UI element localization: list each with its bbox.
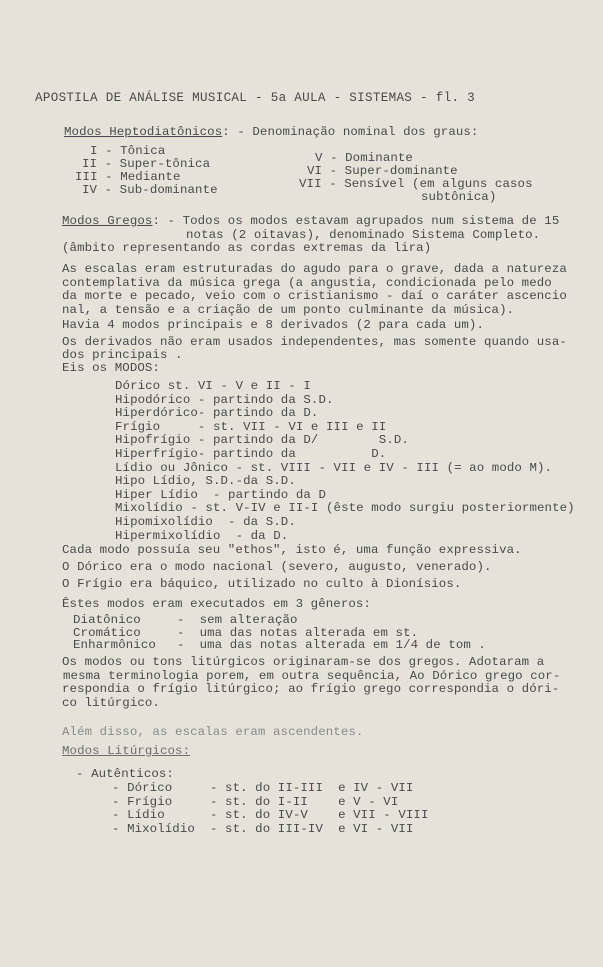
genero-desc: - uma das notas alterada em st. <box>177 625 419 640</box>
paragraph-modes-count: Havia 4 modos principais e 8 derivados (2 para cada um). <box>62 318 484 332</box>
liturgical-item: - Frígio - st. do I-II e V - VI <box>112 794 399 809</box>
authentic-heading: - Autênticos: <box>76 767 174 781</box>
greek-heading: Modos Gregos <box>62 214 153 228</box>
paragraph-line: As escalas eram estruturadas do agudo para o grave, dada a natureza <box>62 262 567 276</box>
heptatonic-heading: Modos Heptodiatônicos <box>64 125 223 139</box>
liturgical-paragraph <box>62 656 560 710</box>
mode-item: Frígio - st. VII - VI e III e II <box>115 419 387 434</box>
degree-item: III - Mediante <box>75 170 181 184</box>
paragraph-line: nal, a tensão e a criação de um ponto culminante da música). <box>62 302 515 317</box>
genero-name: Cromático <box>73 625 141 640</box>
mode-item: Lídio ou Jônico - st. VIII - VII e IV - III (= ao modo M). <box>115 460 553 475</box>
mode-item: Hipermixolídio - da D. <box>115 528 289 543</box>
mode-item: Hipomixolídio - da S.D. <box>115 514 296 529</box>
genero-name: Enharmônico <box>73 638 156 653</box>
greek-desc: : - Todos os modos estavam agrupados num sistema de 15 <box>152 214 560 228</box>
ascending-note: Além disso, as escalas eram ascendentes. <box>62 725 364 739</box>
genero-item <box>73 639 486 652</box>
greek-line: notas (2 oitavas), denominado Sistema Completo. <box>186 228 541 242</box>
degrees-right <box>299 152 533 204</box>
greek-line <box>62 215 559 228</box>
genero-desc: - sem alteração <box>177 613 298 627</box>
ethos-block <box>62 542 522 593</box>
modes-intro: Eis os MODOS: <box>62 361 160 375</box>
genero-desc: - uma das notas alterada em 1/4 de tom . <box>177 638 486 653</box>
liturgical-item: - Lídio - st. do IV-V e VII - VIII <box>112 808 429 823</box>
ethos-line: O Dórico era o modo nacional (severo, augusto, venerado). <box>62 560 492 574</box>
mode-item: Hiperdórico- partindo da D. <box>115 406 319 421</box>
ethos-line: Cada modo possuía seu "ethos", isto é, uma função expressiva. <box>62 543 522 557</box>
paragraph-line: respondia o frígio litúrgico; ao frígio grego correspondia o dóri- <box>62 682 560 697</box>
degree-item: IV - Sub-dominante <box>82 183 218 197</box>
paragraph-line: dos principais . <box>62 348 183 362</box>
generos-list <box>73 614 486 652</box>
degree-item: II - Super-tônica <box>82 157 211 171</box>
generos-intro: Êstes modos eram executados em 3 gêneros: <box>62 597 371 611</box>
paragraph-line: co litúrgico. <box>62 695 160 710</box>
page-header: APOSTILA DE ANÁLISE MUSICAL - 5a AULA - SISTEMAS - fl. 3 <box>35 91 476 105</box>
paragraph-line: contemplativa da música grega (a angustia, condicionada pelo medo <box>62 275 552 290</box>
genero-name: Diatônico <box>73 613 141 627</box>
degree-item: VI - Super-dominante <box>307 164 458 178</box>
mode-item: Hiper Lídio - partindo da D <box>115 487 326 502</box>
paragraph-line: Os modos ou tons litúrgicos originaram-se dos gregos. Adotaram a <box>62 655 545 669</box>
mode-item: Dórico st. VI - V e II - I <box>115 379 311 393</box>
mode-item: Hipo Lídio, S.D.-da S.D. <box>115 474 296 489</box>
mode-item: Hipodórico - partindo da S.D. <box>115 392 334 407</box>
paragraph-line: da morte e pecado, veio com o cristianismo - daí o caráter ascencio <box>62 289 567 304</box>
greek-line: (âmbito representando as cordas extremas da lira) <box>62 241 432 255</box>
paragraph-scales <box>62 263 567 317</box>
paragraph-line: Os derivados não eram usados independentes, mas somente quando usa- <box>62 335 567 349</box>
liturgical-list <box>112 782 429 836</box>
degree-item: I - Tônica <box>90 144 166 158</box>
paragraph-line: mesma terminologia porem, em outra sequência, Ao Dórico grego cor- <box>63 668 561 683</box>
heptatonic-desc: : - Denominação nominal dos graus: <box>222 125 479 139</box>
degrees-left <box>75 145 218 197</box>
degree-item: V - Dominante <box>315 151 413 165</box>
degree-item: subtônica) <box>421 190 497 204</box>
heptatonic-line <box>64 126 478 139</box>
degree-item: VII - Sensível (em alguns casos <box>299 177 533 191</box>
liturgical-item: - Dórico - st. do II-III e IV - VII <box>112 781 414 795</box>
ethos-line: O Frígio era báquico, utilizado no culto à Dionísios. <box>62 577 462 591</box>
modes-list <box>115 380 575 543</box>
liturgical-heading: Modos Litúrgicos: <box>62 744 191 758</box>
liturgical-item: - Mixolídio - st. do III-IV e VI - VII <box>112 821 414 836</box>
mode-item: Hipofrígio - partindo da D/ S.D. <box>115 433 409 448</box>
mode-item: Mixolídio - st. V-IV e II-I (êste modo surgiu posteriormente) <box>115 501 575 516</box>
mode-item: Hiperfrígio- partindo da D. <box>115 446 387 461</box>
paragraph-derivatives <box>62 336 567 362</box>
